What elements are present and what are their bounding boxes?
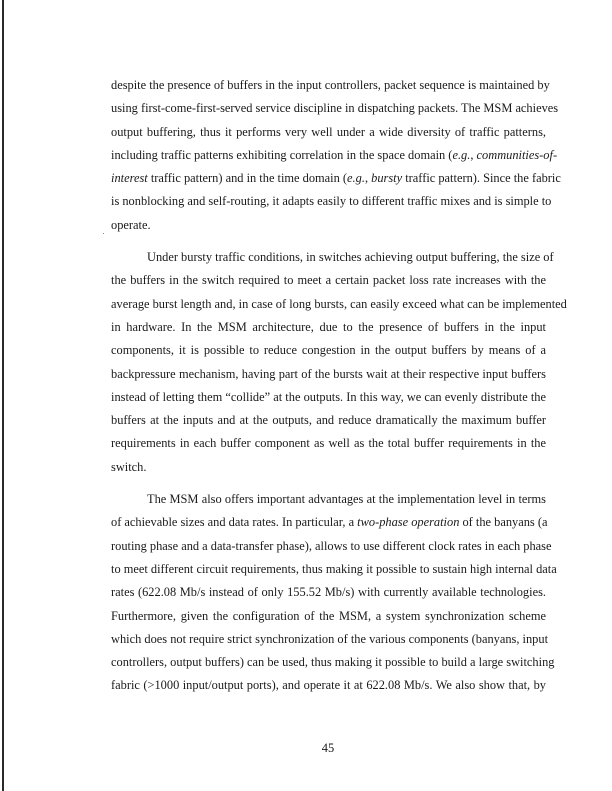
paragraph (111, 246, 567, 479)
text-run: including traffic patterns exhibiting correlation in the space domain ( (111, 147, 453, 162)
text-line (111, 74, 550, 97)
text-line (111, 651, 555, 674)
text-run: average burst length and, in case of long bursts, can easily exceed what can be implemented (111, 296, 567, 311)
text-run: Furthermore, given the configuration of the MSM, a system synchronization scheme (111, 608, 546, 623)
text-line (111, 535, 552, 558)
text-line (111, 456, 546, 479)
text-run: rates (622.08 Mb/s instead of only 155.52 Mb/s) with currently available technologies. (111, 585, 546, 600)
scan-edge-line (2, 0, 4, 791)
text-line (111, 558, 557, 581)
text-run: fabric (>1000 input/output ports), and operate it at 622.08 Mb/s. We also show that, by (111, 678, 546, 693)
text-run: which does not require strict synchronization of the various components (banyans, input (111, 631, 549, 646)
text-line (111, 386, 546, 409)
text-line (111, 628, 549, 651)
text-run: operate. (111, 217, 151, 232)
text-line (111, 97, 559, 120)
italic-text: interest (111, 171, 148, 186)
page-number: 45 (321, 741, 335, 755)
text-run: traffic pattern). Since the fabric (402, 171, 561, 186)
text-line (111, 581, 546, 604)
text-run: components, it is possible to reduce congestion in the output buffers by means of a (111, 343, 546, 358)
text-run: backpressure mechanism, having part of the bursts wait at their respective input buffers (111, 366, 546, 381)
text-run: output buffering, thus it performs very well under a wide diversity of traffic patterns, (111, 124, 546, 139)
paragraph (111, 74, 561, 237)
text-run: of achievable sizes and data rates. In particular, a (111, 515, 358, 530)
text-run: buffers at the inputs and at the outputs, and reduce dramatically the maximum buffer (111, 413, 546, 428)
text-line (111, 511, 546, 534)
text-line (111, 339, 546, 362)
text-line (111, 121, 546, 144)
italic-text: two-phase operation (357, 515, 460, 530)
text-line (111, 409, 546, 432)
text-run: routing phase and a data-transfer phase), allows to use different clock rates in each phase (111, 538, 552, 553)
text-line (111, 214, 546, 237)
paragraph (111, 488, 557, 698)
italic-text: e.g. (452, 147, 471, 162)
text-line (111, 269, 546, 292)
text-line (111, 190, 552, 213)
page-body (111, 74, 567, 698)
text-run: despite the presence of buffers in the input controllers, packet sequence is maintained by (111, 78, 550, 92)
text-run: in hardware. In the MSM architecture, due to the presence of buffers in the input (111, 319, 546, 334)
italic-text: communities-of- (476, 147, 558, 162)
paragraph-gap (111, 237, 546, 246)
text-line (111, 316, 546, 339)
text-line (111, 363, 546, 386)
scan-speck (103, 233, 104, 234)
text-run: using first-come-first-served service discipline in dispatching packets. The MSM achieves (111, 101, 559, 116)
text-line (111, 605, 546, 628)
text-run: the buffers in the switch required to meet a certain packet loss rate increases with the (111, 273, 546, 288)
text-run: Under bursty traffic conditions, in switches achieving output buffering, the size of (147, 250, 554, 265)
text-run: , (364, 171, 372, 186)
text-line (111, 144, 558, 167)
paragraph-gap (111, 479, 546, 488)
text-run: requirements in each buffer component as well as the total buffer requirements in the (111, 436, 546, 451)
text-run: switch. (111, 459, 147, 474)
text-run: controllers, output buffers) can be used, thus making it possible to build a large switching (111, 655, 555, 670)
italic-text: bursty (371, 171, 403, 186)
text-line (111, 432, 546, 455)
text-line (111, 246, 554, 269)
text-line (111, 293, 567, 316)
text-run: of the banyans (a (459, 515, 548, 530)
text-run: traffic pattern) and in the time domain ( (147, 171, 348, 186)
text-line (111, 488, 546, 511)
text-run: is nonblocking and self-routing, it adapts easily to different traffic mixes and is simple to (111, 194, 552, 209)
italic-text: e.g. (347, 171, 365, 186)
text-run: to meet different circuit requirements, thus making it possible to sustain high internal data (111, 561, 557, 576)
text-run: instead of letting them “collide” at the outputs. In this way, we can evenly distribute the (111, 389, 546, 404)
text-run: , (470, 147, 477, 162)
text-line (111, 674, 546, 697)
text-run: The MSM also offers important advantages at the implementation level in terms (147, 492, 546, 507)
text-line (111, 167, 561, 190)
